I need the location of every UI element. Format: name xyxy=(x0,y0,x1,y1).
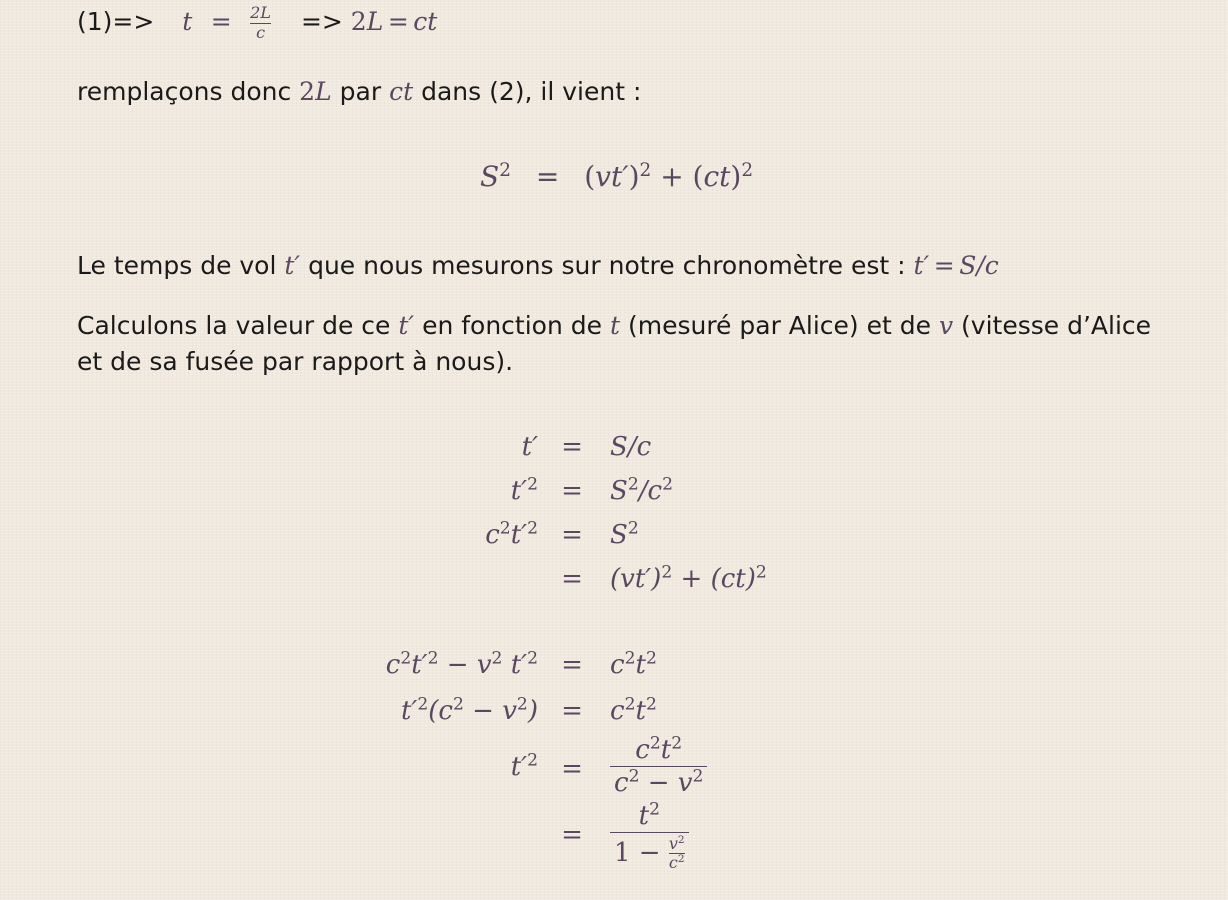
eq-row-4: = $(vt')^2 + (ct)^2$ xyxy=(561,562,767,594)
eq-row-2: $t'^2$ = $S^2/c^2$ xyxy=(510,474,673,506)
eq-row-3: $c^2t'^2$ = $S^2$ xyxy=(485,518,639,550)
temps-text-b: que nous mesurons sur notre chronomètre est : xyxy=(308,251,906,280)
remplacons-text-b: par xyxy=(339,77,382,106)
math-t-prime-2: t′ xyxy=(398,311,415,340)
math-2l-equals-ct: 2L = ct xyxy=(350,7,438,36)
math-t-prime-equals-s-over-c: t′ = S/c xyxy=(913,251,999,280)
remplacons-text-c: dans (2), il vient : xyxy=(421,77,642,106)
eq-row-8: = $t^2$ 1 − $\frac{v^2}{c^2}$ xyxy=(0,806,1228,896)
fraction-2l-over-c: $\frac{2L}{c}$ xyxy=(250,3,271,42)
math-2l: 2L xyxy=(299,77,332,106)
math-v: v xyxy=(938,311,954,340)
fraction-c2t2-over-c2-v2: $\frac{c^2t^2}{c^2 - v^2}$ xyxy=(610,736,707,799)
calc-text-a: Calculons la valeur de ce xyxy=(77,311,391,340)
line-calculons-1 xyxy=(77,308,1151,344)
calc-text-b: en fonction de xyxy=(422,311,603,340)
math-t: t xyxy=(182,7,193,36)
line-temps-de-vol xyxy=(77,248,999,284)
line1-prefix: (1)=> xyxy=(77,7,155,36)
fraction-t2-over-1-minus-v2-c2: $t^2$ 1 − $\frac{v^2}{c^2}$ xyxy=(610,802,689,873)
equation-s-squared: $S^2 = (vt')^2 + (ct)^2$ xyxy=(480,159,754,193)
remplacons-text-a: remplaçons donc xyxy=(77,77,292,106)
line-remplacons xyxy=(77,74,641,110)
line-t-equals: (1)=> t = $\frac{2L}{c}$ => 2L = ct xyxy=(77,3,438,42)
calc-text-c: (mesuré par Alice) et de xyxy=(627,311,931,340)
eq-row-6: $t'^2(c^2 - v^2)$ = $c^2t^2$ xyxy=(400,694,657,726)
math-t-prime: t′ xyxy=(284,251,301,280)
line-calculons-2 xyxy=(77,344,513,380)
temps-text-a: Le temps de vol xyxy=(77,251,277,280)
calc-text-e: et de sa fusée par rapport à nous). xyxy=(77,347,514,376)
eq-row-7: $t'^2$ = $\frac{c^2t^2}{c^2 - v^2}$ xyxy=(0,740,1228,804)
math-ct: ct xyxy=(389,77,414,106)
line1-arrow: => xyxy=(300,7,343,36)
calc-text-d: (vitesse d’Alice xyxy=(961,311,1152,340)
math-t-2: t xyxy=(609,311,621,340)
eq-row-5: $c^2t'^2 - v^2$ $t'^2$ = $c^2t^2$ xyxy=(385,648,657,680)
eq-row-1: t′ = S/c xyxy=(521,432,652,462)
